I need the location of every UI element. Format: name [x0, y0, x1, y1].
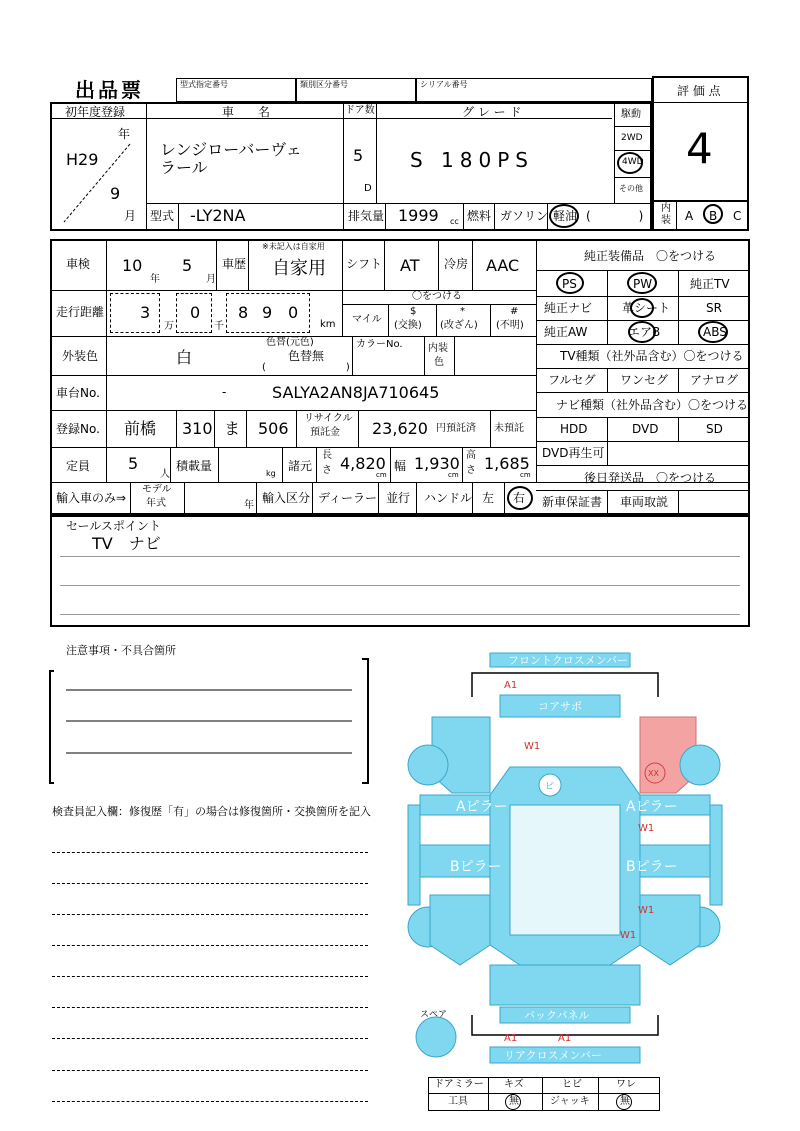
tv-fullseg: フルセグ: [548, 373, 596, 387]
damage-a1-rear-2: A1: [558, 1033, 572, 1044]
import-label: 輸入車のみ⇒: [56, 491, 127, 505]
damage-w1-right-1: W1: [638, 823, 655, 834]
navi-title: ナビ種類（社外品含む）〇をつける: [556, 398, 749, 412]
grade-label: グ レ ー ド: [462, 105, 522, 119]
height-unit: cm: [520, 471, 531, 479]
left-sill: [408, 805, 420, 905]
length-unit: cm: [376, 471, 387, 479]
mileage-digit: 0: [288, 303, 299, 322]
first-reg-year: H29: [66, 150, 99, 169]
navi-hdd: HDD: [560, 422, 588, 436]
recycle-label-2: 預託金: [310, 427, 340, 438]
damage-a1-rear-1: A1: [504, 1033, 518, 1044]
tv-title: TV種類（社外品含む）〇をつける: [560, 349, 744, 363]
rear-cross-label: リアクロスメンバー: [504, 1049, 602, 1062]
car-name-label: 車 名: [222, 105, 271, 119]
inspection-year-unit: 年: [150, 274, 160, 285]
reg-label: 登録No.: [56, 422, 100, 436]
later-manual: 車両取説: [620, 495, 669, 509]
dealer-option: ディーラー: [318, 491, 378, 505]
car-name-line2: ラール: [160, 158, 208, 177]
equip-aw: 純正AW: [544, 325, 588, 339]
reg-number: 506: [258, 419, 289, 438]
diagonal-line: [60, 140, 136, 226]
front-cross-label: フロントクロスメンバー: [508, 654, 629, 667]
length-value: 4,820: [340, 454, 386, 473]
sales-point-label: セールスポイント: [66, 519, 161, 533]
right-hand-option: 右: [513, 491, 526, 505]
reg-kana: ま: [224, 419, 241, 438]
history-value: 自家用: [272, 258, 326, 279]
unknown-sym: #: [510, 306, 519, 317]
interior-label-1: 内: [661, 203, 671, 214]
page-title: 出品票: [75, 78, 144, 102]
recycle-status: 未預託: [494, 423, 524, 434]
model-year-label-2: 年式: [146, 498, 166, 509]
legend-crack: ヒビ: [562, 1079, 582, 1090]
ac-value: AAC: [486, 256, 520, 275]
left-hand-option: 左: [482, 491, 495, 505]
navi-sd: SD: [706, 422, 723, 436]
core-support-label: コアサポ: [538, 700, 582, 713]
damage-w1-right-3: W1: [620, 930, 637, 941]
height-label-2: さ: [466, 465, 476, 476]
wheel-front-left: [408, 745, 448, 785]
fuel-label: 燃料: [467, 209, 492, 223]
score-label: 評 価 点: [677, 84, 721, 98]
b-pillar-left-label: Bピラー: [450, 859, 502, 875]
unknown-option: (不明): [496, 320, 524, 331]
a-pillar-right-label: Aピラー: [626, 799, 678, 815]
equip-pw: PW: [633, 277, 653, 291]
serial-label: シリアル番号: [420, 80, 468, 89]
wheel-front-right: [680, 745, 720, 785]
shift-value: AT: [400, 256, 420, 275]
width-unit: cm: [448, 471, 459, 479]
tv-analog: アナログ: [690, 373, 739, 387]
right-sill: [710, 805, 722, 905]
shift-label: シフト: [346, 257, 383, 271]
capacity-value: 5: [128, 454, 139, 473]
recycle-value: 23,620: [372, 419, 428, 438]
tamper-option: (改ざん): [440, 320, 478, 331]
legend-mirror: ドアミラー: [434, 1079, 484, 1090]
later-title: 後日発送品 〇をつける: [584, 471, 717, 485]
width-label: 幅: [394, 459, 407, 473]
legend-tools-circle: [505, 1094, 521, 1110]
legend-break: ワレ: [616, 1079, 636, 1090]
month-unit: 月: [124, 209, 137, 223]
back-panel-label: バックパネル: [524, 1009, 590, 1022]
capacity-unit: 人: [160, 469, 170, 480]
legend-jack: ジャッキ: [550, 1096, 590, 1107]
recycle-unit: 円預託済: [436, 423, 476, 434]
spare-tire: [416, 1017, 456, 1057]
inspection-month-unit: 月: [206, 274, 216, 285]
sales-point-text: TV ナビ: [92, 534, 161, 553]
drive-4wd: 4WD: [622, 157, 644, 167]
legend-scratch: キズ: [504, 1079, 524, 1090]
parallel-option: 並行: [386, 491, 411, 505]
damage-xx: XX: [648, 769, 659, 778]
import-type-label: 輸入区分: [262, 491, 311, 505]
inspection-label: 車検: [66, 257, 91, 271]
recycle-label-1: リサイクル: [304, 413, 353, 424]
legend-jack-circle: [616, 1094, 632, 1110]
ac-label: 冷房: [444, 257, 469, 271]
chassis-value: SALYA2AN8JA710645: [272, 383, 440, 402]
inspection-year: 10: [122, 256, 143, 275]
equip-leather: 革シート: [622, 301, 671, 315]
dims-label: 諸元: [288, 459, 313, 473]
right-hand-circle: [507, 486, 533, 510]
equip-abs-circle: [698, 321, 728, 343]
car-name-line1: レンジローバーヴェ: [160, 140, 302, 159]
interior-label-2: 装: [661, 215, 671, 226]
length-label-2: さ: [322, 465, 332, 476]
equip-leather-circle: [630, 298, 654, 318]
mileage-digit: 9: [262, 303, 273, 322]
equip-ps-circle: [556, 272, 584, 294]
mark-label: 〇をつける: [412, 291, 462, 302]
chassis-dash: -: [222, 385, 227, 399]
color-no-label: カラーNo.: [356, 339, 403, 350]
exchange-option: (交換): [394, 320, 422, 331]
legend-tools: 工具: [448, 1096, 468, 1107]
car-damage-diagram: [400, 645, 730, 1075]
fuel-gasoline: ガソリン: [500, 209, 549, 223]
interior-c: C: [733, 209, 742, 223]
sen-unit: 千: [214, 321, 224, 332]
displacement-label: 排気量: [348, 209, 385, 223]
mile-option: マイル: [352, 314, 382, 325]
drive-label: 駆動: [621, 109, 641, 120]
reg-area: 前橋: [124, 419, 157, 438]
equip-airbag-circle: [628, 321, 656, 343]
legend-tools-value: 無: [509, 1096, 519, 1107]
load-label: 積載量: [176, 459, 213, 473]
damage-w1-front: W1: [524, 741, 541, 752]
legend-jack-value: 無: [620, 1096, 630, 1107]
mileage-digit: 0: [190, 303, 201, 322]
inspection-month: 5: [182, 256, 193, 275]
displacement-value: 1999: [398, 206, 439, 225]
man-unit: 万: [164, 321, 174, 332]
km-unit: km: [320, 319, 336, 330]
history-note: ※未記入は自家用: [262, 242, 325, 251]
class-no-label: 類別区分番号: [300, 80, 348, 89]
fuel-diesel-circle: [549, 204, 579, 228]
a-pillar-left-label: Aピラー: [456, 799, 508, 815]
fuel-diesel: 軽油: [553, 209, 578, 223]
b-pillar-right-label: Bピラー: [626, 859, 678, 875]
mileage-digit-box-1: [110, 293, 160, 333]
height-label-1: 高: [466, 450, 476, 461]
left-rear-quarter: [430, 895, 490, 965]
width-value: 1,930: [414, 454, 460, 473]
drive-other: その他: [619, 184, 643, 193]
model-value: -LY2NA: [190, 206, 246, 225]
mileage-label: 走行距離: [56, 305, 105, 319]
interior-b-circle: [703, 204, 723, 224]
score-value: 4: [686, 124, 713, 173]
int-color-label-2: 色: [434, 357, 444, 368]
first-reg-month: 9: [110, 184, 121, 203]
spare-label: スペア: [420, 1010, 448, 1020]
int-color-label-1: 内装: [428, 343, 448, 354]
year-unit: 年: [118, 127, 131, 141]
model-label: 型式: [150, 209, 175, 223]
damage-w1-right-2: W1: [638, 905, 655, 916]
exchange-sym: $: [410, 306, 417, 317]
model-year-label-1: モデル: [142, 484, 172, 495]
tv-oneseg: ワンセグ: [620, 373, 669, 387]
model-no-label: 型式指定番号: [180, 80, 228, 89]
equipment-title: 純正装備品 〇をつける: [584, 249, 717, 263]
navi-dvd: DVD: [632, 422, 659, 436]
roof-mark: ピ: [545, 782, 555, 792]
history-label: 車歴: [222, 257, 247, 271]
doors-value: 5: [353, 146, 364, 165]
first-reg-label: 初年度登録: [65, 105, 126, 119]
inspector-label: 検査員記入欄：修復歴「有」の場合は修復箇所・交換箇所を記入: [52, 805, 371, 818]
equip-sr: SR: [706, 301, 722, 315]
damage-a1-front: A1: [504, 680, 518, 691]
repaint-label: 色替(元色): [266, 337, 314, 348]
mileage-digit: 8: [238, 303, 249, 322]
interior-b: B: [709, 209, 718, 223]
equip-tv: 純正TV: [690, 277, 730, 291]
reg-class: 310: [182, 419, 213, 438]
repaint-paren: ( ): [262, 362, 350, 373]
equip-pw-circle: [627, 272, 657, 294]
equip-ps: PS: [562, 277, 577, 291]
doors-label: ドア数: [345, 105, 375, 116]
model-year-unit: 年: [244, 500, 254, 511]
caution-bracket: [46, 655, 376, 790]
length-label-1: 長: [322, 450, 332, 461]
equip-airbag: エアB: [628, 325, 661, 339]
equip-navi: 純正ナビ: [544, 301, 593, 315]
mileage-digit: 3: [140, 303, 151, 322]
equip-abs: ABS: [703, 325, 727, 339]
fuel-other: ( ): [586, 209, 644, 223]
color-value: 白: [176, 348, 193, 367]
tamper-sym: *: [460, 306, 465, 317]
dvd-playback: DVD再生可: [542, 446, 605, 460]
grade-value: S 180PS: [410, 148, 534, 172]
capacity-label: 定員: [66, 459, 91, 473]
chassis-label: 車台No.: [56, 386, 100, 400]
color-label: 外装色: [62, 349, 99, 363]
drive-4wd-circle: [617, 152, 643, 174]
later-warranty: 新車保証書: [542, 495, 603, 509]
door-type: D: [364, 183, 372, 194]
cc-unit: cc: [450, 217, 459, 226]
repaint-value: 色替無: [288, 349, 325, 363]
caution-label: 注意事項・不具合箇所: [66, 644, 176, 657]
drive-2wd: 2WD: [621, 133, 643, 143]
trunk: [490, 965, 640, 1005]
kg-unit: kg: [266, 469, 276, 478]
height-value: 1,685: [484, 454, 530, 473]
handle-label: ハンドル: [424, 491, 473, 505]
interior-a: A: [685, 209, 694, 223]
